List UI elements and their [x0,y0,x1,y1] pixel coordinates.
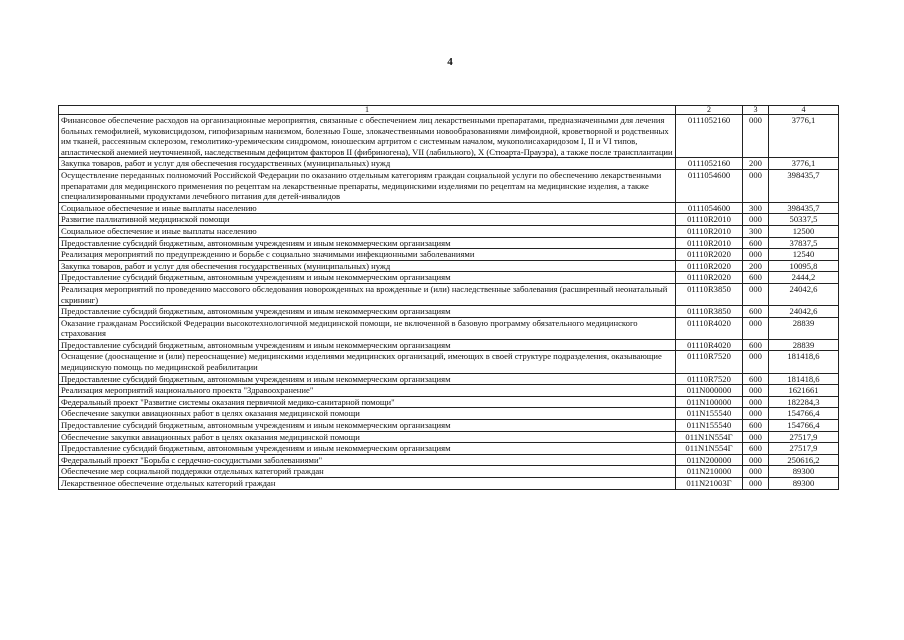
description-cell: Предоставление субсидий бюджетным, автономным учреждениям и иным некоммерческим организациям [59,373,676,385]
description-cell: Предоставление субсидий бюджетным, автономным учреждениям и иным некоммерческим организациям [59,237,676,249]
code-cell: 01110R7520 [676,373,743,385]
table-row [59,260,839,272]
amount-cell: 250616,2 [769,454,839,466]
table-row [59,431,839,443]
expense-type-cell: 300 [743,225,769,237]
budget-table-body [59,106,839,490]
code-cell: 0111052160 [676,115,743,158]
header-cell-amount: 4 [769,106,839,115]
expense-type-cell: 000 [743,351,769,373]
code-cell: 011N200000 [676,454,743,466]
code-cell: 01110R2020 [676,260,743,272]
description-cell: Реализация мероприятий по проведению массового обследования новорожденных на врожденные и (или) наследственные заболевания (расширенный неонатальный скрининг) [59,283,676,305]
description-cell: Осуществление переданных полномочий Российской Федерации по оказанию отдельным категориям граждан социальной услуги по обеспечению лекарственными препаратами для медицинского применения по рецептам на лекарственные препараты, медицинскими изделиями по рецептам на медицинские изделия, а также специализированными продуктами лечебного питания для детей-инвалидов [59,169,676,202]
expense-type-cell: 000 [743,454,769,466]
description-cell: Предоставление субсидий бюджетным, автономным учреждениям и иным некоммерческим организациям [59,443,676,455]
expense-type-cell: 600 [743,272,769,284]
code-cell: 01110R2010 [676,237,743,249]
table-row [59,214,839,226]
amount-cell: 154766,4 [769,408,839,420]
code-cell: 01110R7520 [676,351,743,373]
expense-type-cell: 600 [743,339,769,351]
description-cell: Финансовое обеспечение расходов на организационные мероприятия, связанные с обеспечением лиц лекарственными препаратами, предназначенными для лечения больных гемофилией, муковисцидозом, гипофизарным нанизмом, болезнью Гоше, злокачественными новообразованиями лимфоидной, кроветворной и родственных им тканей, рассеянным склерозом, гемолитико-уремическим синдромом, юношеским артритом с системным началом, мукополисахаридозом I, II и VI типов, апластической анемией неуточненной, наследственным дефицитом факторов II (фибриногена), VII (лабильного), X (Стюарта-Прауэра), а также после трансплантации [59,115,676,158]
table-header-row [59,106,839,115]
table-row [59,454,839,466]
expense-type-cell: 000 [743,115,769,158]
amount-cell: 182284,3 [769,396,839,408]
expense-type-cell: 000 [743,317,769,339]
expense-type-cell: 000 [743,169,769,202]
description-cell: Реализация мероприятий по предупреждению и борьбе с социально значимыми инфекционными заболеваниями [59,249,676,261]
amount-cell: 3776,1 [769,115,839,158]
description-cell: Закупка товаров, работ и услуг для обеспечения государственных (муниципальных) нужд [59,158,676,170]
expense-type-cell: 600 [743,237,769,249]
code-cell: 01110R4020 [676,317,743,339]
table-row [59,443,839,455]
table-row [59,306,839,318]
table-row [59,158,839,170]
amount-cell: 24042,6 [769,306,839,318]
expense-type-cell: 600 [743,420,769,432]
code-cell: 01110R3850 [676,306,743,318]
expense-type-cell: 600 [743,373,769,385]
table-row [59,373,839,385]
description-cell: Предоставление субсидий бюджетным, автономным учреждениям и иным некоммерческим организациям [59,420,676,432]
expense-type-cell: 000 [743,478,769,490]
amount-cell: 12540 [769,249,839,261]
table-row [59,202,839,214]
header-cell-description: 1 [59,106,676,115]
description-cell: Оснащение (дооснащение и (или) переоснащение) медицинскими изделиями медицинских организаций, имеющих в своей структуре подразделения, оказывающие медицинскую помощь по медицинской реабилитации [59,351,676,373]
description-cell: Обеспечение закупки авиационных работ в целях оказания медицинской помощи [59,408,676,420]
code-cell: 011N000000 [676,385,743,397]
code-cell: 011N155540 [676,408,743,420]
code-cell: 01110R2010 [676,225,743,237]
amount-cell: 12500 [769,225,839,237]
amount-cell: 154766,4 [769,420,839,432]
table-row [59,420,839,432]
description-cell: Федеральный проект "Борьба с сердечно-сосудистыми заболеваниями" [59,454,676,466]
code-cell: 011N100000 [676,396,743,408]
amount-cell: 398435,7 [769,169,839,202]
code-cell: 01110R2020 [676,272,743,284]
header-cell-code: 2 [676,106,743,115]
expense-type-cell: 000 [743,431,769,443]
expense-type-cell: 600 [743,306,769,318]
expense-type-cell: 000 [743,396,769,408]
description-cell: Реализация мероприятий национального проекта "Здравоохранение" [59,385,676,397]
amount-cell: 37837,5 [769,237,839,249]
code-cell: 01110R2020 [676,249,743,261]
description-cell: Обеспечение закупки авиационных работ в целях оказания медицинской помощи [59,431,676,443]
amount-cell: 89300 [769,466,839,478]
expense-type-cell: 000 [743,249,769,261]
table-row [59,396,839,408]
amount-cell: 28839 [769,339,839,351]
table-row [59,408,839,420]
table-row [59,225,839,237]
description-cell: Оказание гражданам Российской Федерации высокотехнологичной медицинской помощи, не включенной в базовую программу обязательного медицинского страхования [59,317,676,339]
code-cell: 011N210000 [676,466,743,478]
description-cell: Социальное обеспечение и иные выплаты населению [59,202,676,214]
amount-cell: 181418,6 [769,373,839,385]
description-cell: Федеральный проект "Развитие системы оказания первичной медико-санитарной помощи" [59,396,676,408]
description-cell: Предоставление субсидий бюджетным, автономным учреждениям и иным некоммерческим организациям [59,339,676,351]
code-cell: 01110R2010 [676,214,743,226]
description-cell: Обеспечение мер социальной поддержки отдельных категорий граждан [59,466,676,478]
table-row [59,466,839,478]
budget-table [58,105,839,490]
table-row [59,478,839,490]
description-cell: Закупка товаров, работ и услуг для обеспечения государственных (муниципальных) нужд [59,260,676,272]
amount-cell: 27517,9 [769,443,839,455]
code-cell: 011N1N554Г [676,431,743,443]
description-cell: Лекарственное обеспечение отдельных категорий граждан [59,478,676,490]
code-cell: 0111054600 [676,169,743,202]
table-row [59,283,839,305]
expense-type-cell: 200 [743,158,769,170]
code-cell: 011N21003Г [676,478,743,490]
code-cell: 01110R4020 [676,339,743,351]
amount-cell: 3776,1 [769,158,839,170]
amount-cell: 1621661 [769,385,839,397]
page-number: 4 [447,56,453,68]
amount-cell: 27517,9 [769,431,839,443]
code-cell: 0111052160 [676,158,743,170]
code-cell: 0111054600 [676,202,743,214]
expense-type-cell: 600 [743,443,769,455]
table-row [59,385,839,397]
amount-cell: 89300 [769,478,839,490]
code-cell: 011N155540 [676,420,743,432]
table-row [59,317,839,339]
amount-cell: 24042,6 [769,283,839,305]
table-row [59,115,839,158]
table-row [59,339,839,351]
expense-type-cell: 000 [743,466,769,478]
description-cell: Предоставление субсидий бюджетным, автономным учреждениям и иным некоммерческим организациям [59,272,676,284]
description-cell: Социальное обеспечение и иные выплаты населению [59,225,676,237]
table-row [59,237,839,249]
code-cell: 01110R3850 [676,283,743,305]
amount-cell: 181418,6 [769,351,839,373]
amount-cell: 28839 [769,317,839,339]
amount-cell: 50337,5 [769,214,839,226]
expense-type-cell: 000 [743,408,769,420]
table-row [59,272,839,284]
amount-cell: 398435,7 [769,202,839,214]
expense-type-cell: 300 [743,202,769,214]
description-cell: Развитие паллиативной медицинской помощи [59,214,676,226]
amount-cell: 10095,8 [769,260,839,272]
expense-type-cell: 200 [743,260,769,272]
table-row [59,169,839,202]
header-cell-type: 3 [743,106,769,115]
code-cell: 011N1N554Г [676,443,743,455]
expense-type-cell: 000 [743,214,769,226]
description-cell: Предоставление субсидий бюджетным, автономным учреждениям и иным некоммерческим организациям [59,306,676,318]
table-row [59,249,839,261]
amount-cell: 2444,2 [769,272,839,284]
expense-type-cell: 000 [743,283,769,305]
expense-type-cell: 000 [743,385,769,397]
table-row [59,351,839,373]
